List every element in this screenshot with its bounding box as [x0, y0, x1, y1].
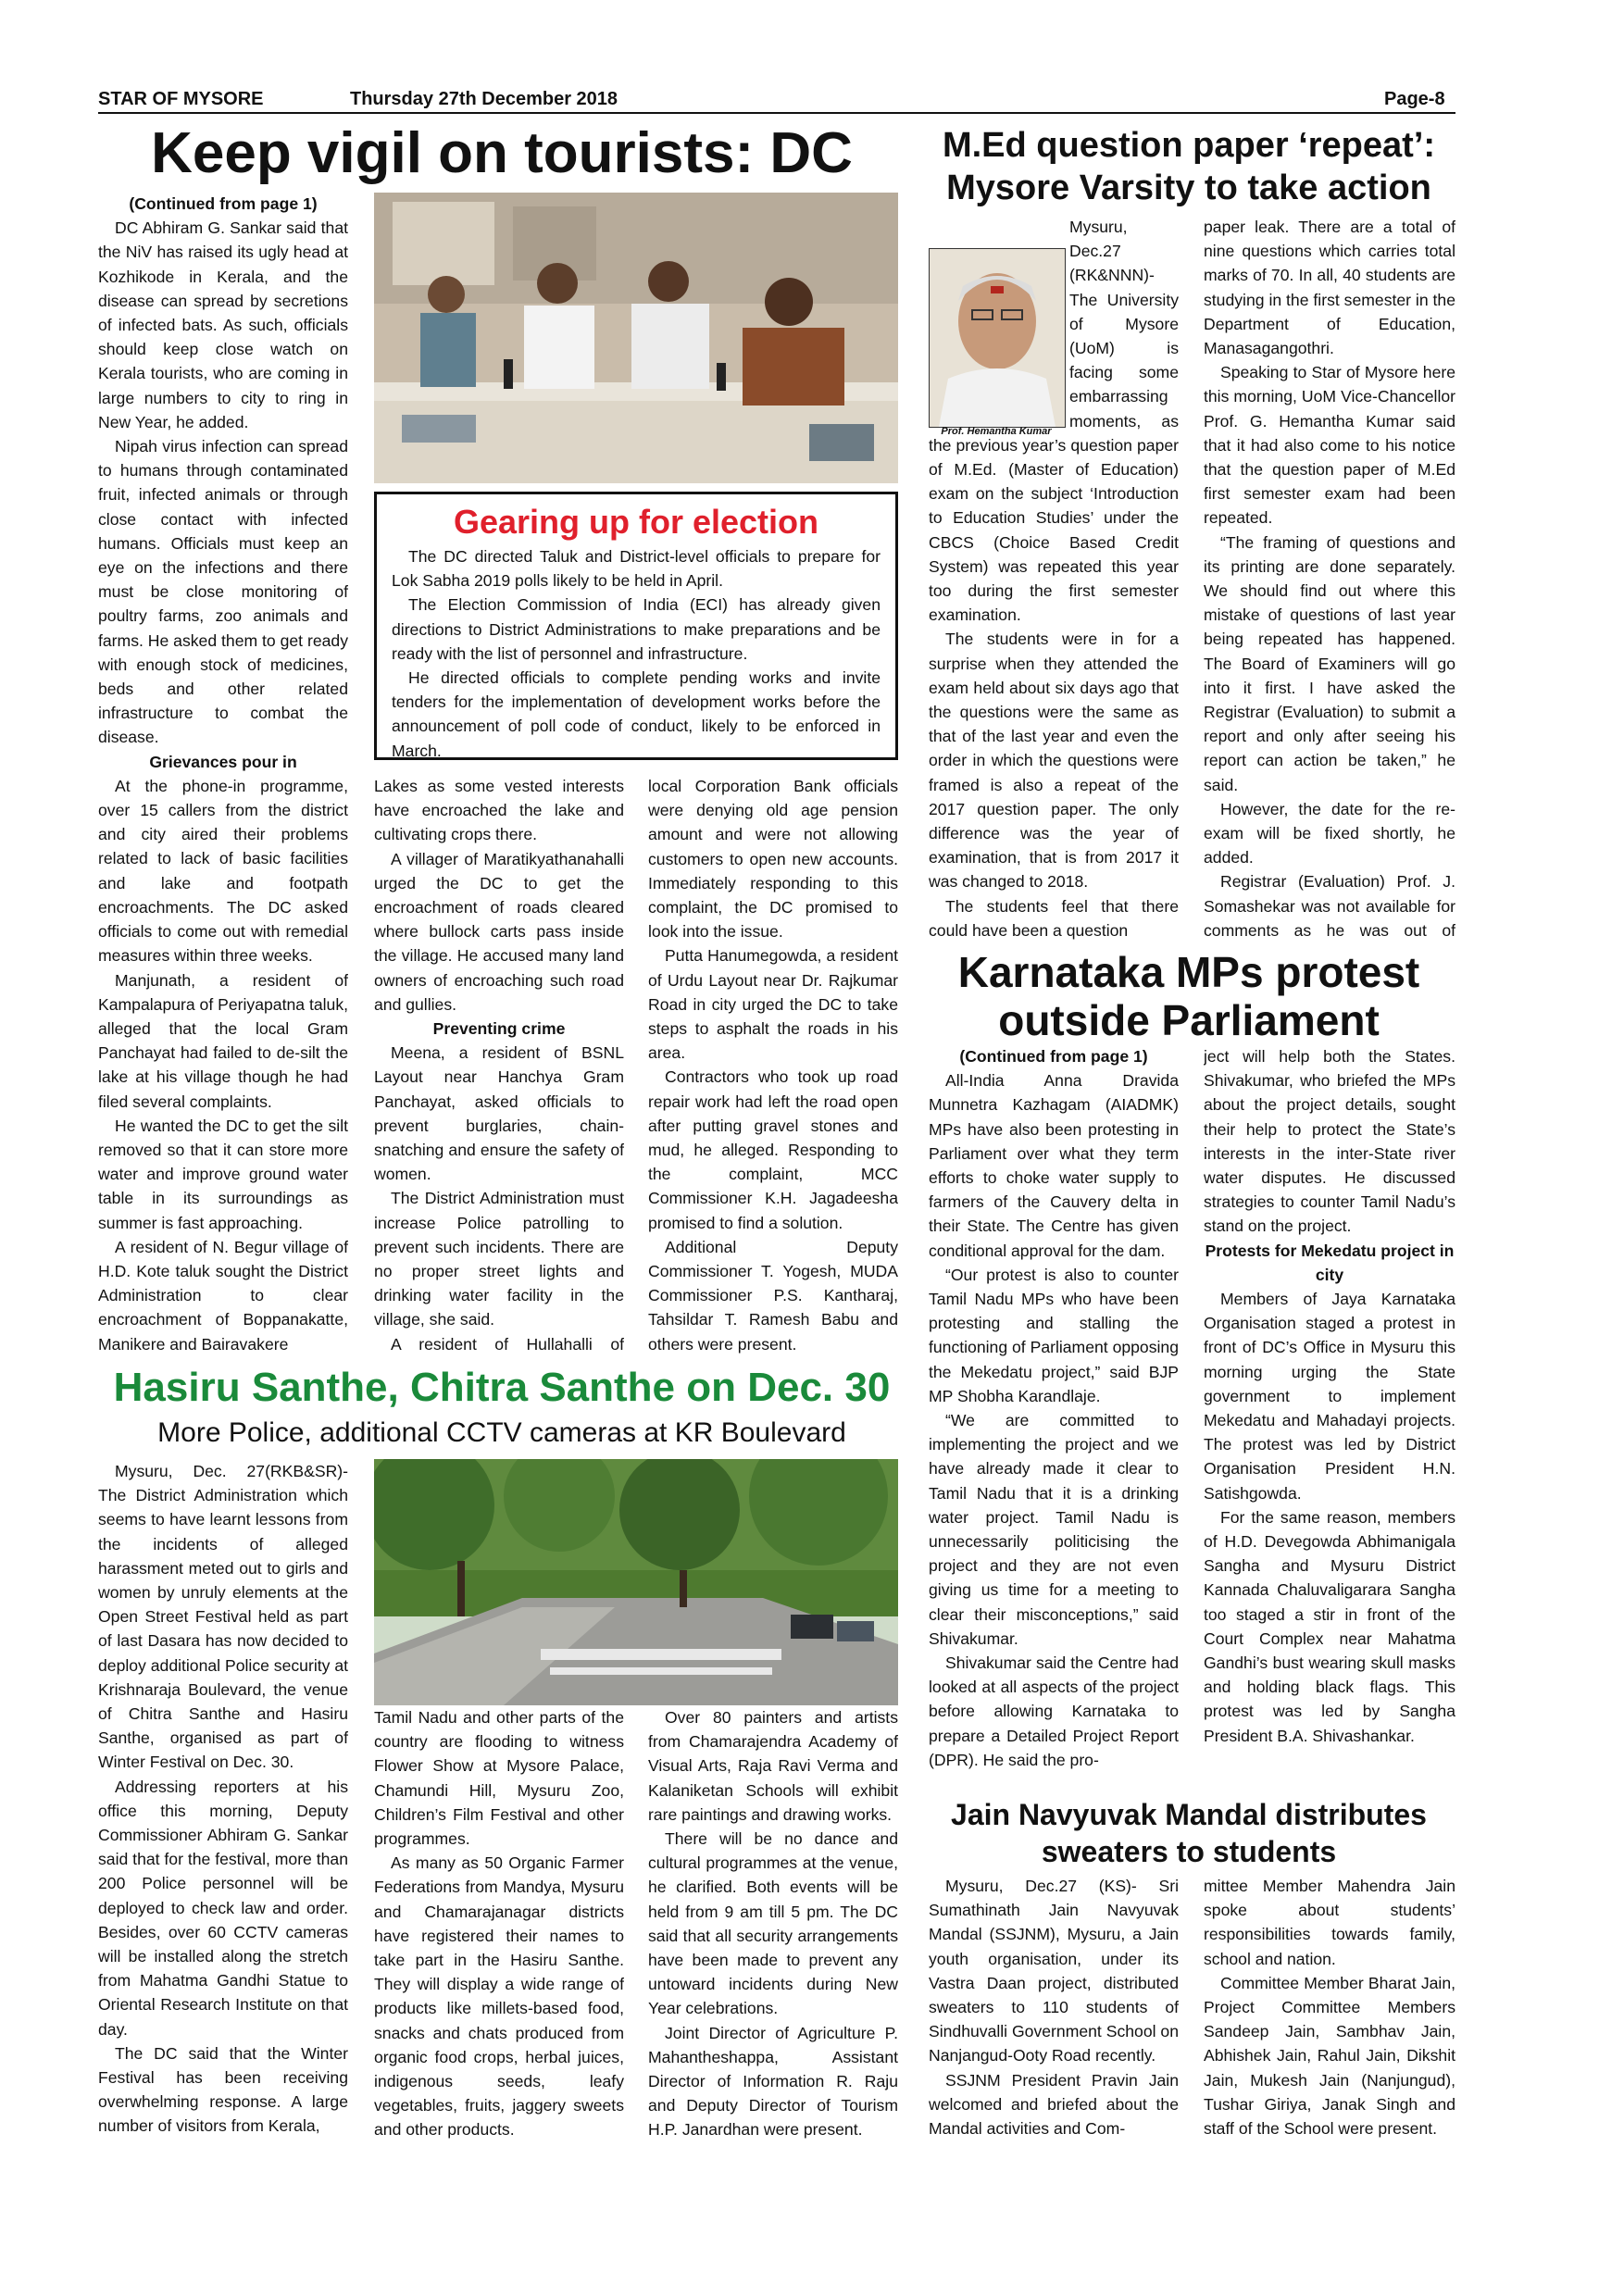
article1-subhead-grievances: Grievances pour in — [149, 752, 297, 771]
article1-column-2 — [374, 774, 624, 1360]
article5-col2-para: mittee Member Mahendra Jain spoke about students’ responsibilities towards family, school and nation. — [1204, 1877, 1455, 1968]
article4-column-1 — [98, 1459, 348, 2144]
article1-col3-para: Additional Deputy Commissioner T. Yogesh, MUDA Commissioner P.S. Kantharaj, Tahsildar T. Ramesh Babu and others were present. — [648, 1237, 898, 1354]
article5-column-2 — [1204, 1874, 1455, 2144]
article5-headline-line2: sweaters to students — [1041, 1835, 1337, 1868]
article1-col1-para: Nipah virus infection can spread to humans through contaminated fruit, infected animals or through close contact with infected humans. Officials must keep an eye on the infections and there must be close monitoring of poultry farms, zoo animals and farms. He asked them to get ready with enough stock of medicines, beds and other related infrastructure to combat the disease. — [98, 437, 348, 747]
article3-col2-para: Members of Jaya Karnataka Organisation staged a protest in front of DC’s Office in Mysuru this morning urging the State government to implement Mekedatu and Mahadayi projects. The protest was led by District Organisation President H.N. Satishgowda. — [1204, 1290, 1455, 1503]
article1-col2-para: Meena, a resident of BSNL Layout near Hanchya Gram Panchayat, asked officials to prevent burglaries, chain-snatching and ensure the safety of women. — [374, 1043, 624, 1184]
article4-subheadline: More Police, additional CCTV cameras at KR Boulevard — [157, 1417, 846, 1448]
article1-column-3 — [648, 774, 898, 1360]
article1-subhead-crime: Preventing crime — [432, 1019, 566, 1039]
article2-col2-para: Registrar (Evaluation) Prof. J. Somashekar was not available for comments as he was out of — [1204, 872, 1455, 940]
article1-continued-note: (Continued from page 1) — [129, 194, 318, 213]
article3-col2-para: ject will help both the States. Shivakumar, who briefed the MPs about the project details, sought their help to protect the State’s interests in the inter-State river water disputes. He discussed strategies to counter Tamil Nadu’s stand on the project. — [1204, 1047, 1455, 1236]
article3-subhead-protests: Protests for Mekedatu project in city — [1205, 1241, 1455, 1284]
article1-col2-para: A villager of Maratikyathanahalli urged the DC to get the encroachment of roads cleared where bullock carts pass inside the village. He accused many land owners of encroaching such road and gullies. — [374, 849, 624, 1014]
article5-column-1 — [929, 1874, 1179, 2144]
article4-headline: Hasiru Santhe, Chitra Santhe on Dec. 30 — [113, 1365, 891, 1410]
article5-col1-para: SSJNM President Pravin Jain welcomed and briefed about the Mandal activities and Com- — [929, 2070, 1179, 2139]
article2-col1-para: Mysuru, Dec.27 (RK&NNN)- The University of Mysore (UoM) is facing some embarrassing moments, as the previous year’s question paper of M.Ed. (Master of Education) exam on the subject ‘Introduction to Education Studies’ under the CBCS (Choice Based Credit System) was repeated this year too during the first semester examination. — [929, 218, 1179, 625]
election-box-para: The Election Commission of India (ECI) has already given directions to District Administrations to make preparations and be ready with the list of personnel and infrastructure. — [392, 595, 881, 663]
article3-headline-line1: Karnataka MPs protest — [957, 948, 1420, 996]
article1-col2-para: Lakes as some vested interests have encroached the lake and cultivating crops there. — [374, 777, 624, 844]
election-box-para: The DC directed Taluk and District-level officials to prepare for Lok Sabha 2019 polls likely to be held in April. — [392, 547, 881, 591]
article1-col1-para: A resident of N. Begur village of H.D. Kote taluk sought the District Administration to clear encroachment of Boppanakatte, Manikere and Bairavakere — [98, 1237, 348, 1354]
article2-headline-line1: M.Ed question paper ‘repeat’: — [942, 126, 1436, 165]
article4-col1-para: Mysuru, Dec. 27(RKB&SR)- The District Administration which seems to have learnt lessons from the incidents of alleged harassment meted out to girls and women by unruly elements at the Open Street Festival held as part of last Dasara has now decided to deploy additional Police security at Krishnaraja Boulevard, the venue of Chitra Santhe and Hasiru Santhe, organised as part of Winter Festival on Dec. 30. — [98, 1462, 348, 1772]
article2-column-1 — [929, 215, 1179, 946]
header-page-number: Page-8 — [1384, 89, 1445, 109]
article4-photo-kr-boulevard — [374, 1459, 898, 1705]
article4-col1-para: The DC said that the Winter Festival has been receiving overwhelming response. A large number of visitors from Kerala, — [98, 2043, 348, 2136]
article3-col1-para: Shivakumar said the Centre had looked at all aspects of the project before allowing Karnataka to prepare a Detailed Project Report (DPR). He said the pro- — [929, 1653, 1179, 1769]
article2-headline — [922, 124, 1455, 209]
article3-continued-note: (Continued from page 1) — [959, 1047, 1148, 1066]
article4-col3-para: Over 80 painters and artists from Chamarajendra Academy of Visual Arts, Raja Ravi Verma and Kalaniketan Schools will exhibit rare paintings and drawing works. — [648, 1708, 898, 1824]
article1-photo-officials — [374, 193, 898, 483]
article3-col1-para: All-India Anna Dravida Munnetra Kazhagam (AIADMK) MPs have also been protesting in Parliament over what they term efforts to choke water supply to farmers of the Cauvery delta in their State. The Centre has given conditional approval for the dam. — [929, 1071, 1179, 1260]
article2-col2-para: However, the date for the re-exam will be fixed shortly, he added. — [1204, 799, 1455, 867]
article4-col3-para: There will be no dance and cultural programmes at the venue, he clarified. Both events will be held from 9 am till 5 pm. The DC said that all security arrangements have been made to prevent any untoward incidents during New Year celebrations. — [648, 1829, 898, 2018]
article4-column-2 — [374, 1705, 624, 2144]
article1-col1-para: At the phone-in programme, over 15 callers from the district and city aired their problems related to lack of basic facilities and lake and footpath encroachments. The DC asked officials to come out with remedial measures within three weeks. — [98, 776, 348, 966]
election-box-para: He directed officials to complete pending works and invite tenders for the implementation of development works before the announcement of poll code of conduct, likely to be enforced in March. — [392, 668, 881, 760]
article1-col3-para: Contractors who took up road repair work had left the road open after putting gravel stones and mud, he alleged. Responding to the complaint, MCC Commissioner K.H. Jagadeesha promised to find a solution. — [648, 1067, 898, 1232]
article1-col1-para: Manjunath, a resident of Kampalapura of Periyapatna taluk, alleged that the local Gram Panchayat had failed to de-silt the lake at his village though he had filed several complaints. — [98, 970, 348, 1111]
article4-col1-para: Addressing reporters at his office this morning, Deputy Commissioner Abhiram G. Sankar said that for the festival, more than 200 Police personnel will be deployed to check law and order. Besides, over 60 CCTV cameras will be installed along the stretch from Mahatma Gandhi Statue to Oriental Research Institute on that day. — [98, 1777, 348, 2039]
article1-column-1 — [98, 192, 348, 1360]
article1-col2-para: A resident of Hullahalli of — [391, 1334, 624, 1354]
article2-headline-line2: Mysore Varsity to take action — [946, 168, 1431, 207]
article3-headline — [922, 948, 1455, 1044]
article1-col3-para: Putta Hanumegowda, a resident of Urdu Layout near Dr. Rajkumar Road in city urged the DC to take steps to asphalt the roads in his area. — [648, 946, 898, 1063]
article2-col1-para: The students feel that there could have been a question — [929, 896, 1179, 940]
article3-col1-para: “Our protest is also to counter Tamil Nadu MPs who have been protesting and stalling the functioning of Parliament opposing the Mekedatu project,” said BJP MP Shobha Karandlaje. — [929, 1265, 1179, 1405]
article1-headline: Keep vigil on tourists: DC — [151, 121, 853, 185]
article1-col3-para: local Corporation Bank officials were denying old age pension amount and were not allowing customers to open new accounts. Immediately responding to this complaint, the DC promised to look into the issue. — [648, 777, 898, 942]
article2-col2-para: Speaking to Star of Mysore here this morning, UoM Vice-Chancellor Prof. G. Hemantha Kumar said that it had also come to his notice that the question paper of M.Ed first semester exam had been repeated. — [1204, 363, 1455, 528]
article3-column-2 — [1204, 1044, 1455, 1791]
article1-col2-para: The District Administration must increase Police patrolling to prevent such incidents. There are no proper street lights and drinking water facility in the village, she said. — [374, 1189, 624, 1329]
article3-column-1 — [929, 1044, 1179, 1791]
article5-col1-para: Mysuru, Dec.27 (KS)- Sri Sumathinath Jain Navyuvak Mandal (SSJNM), Mysuru, a Jain youth organisation, under its Vastra Daan project, distributed sweaters to 110 students of Sindhuvalli Government School on Nanjangud-Ooty Road recently. — [929, 1877, 1179, 2065]
article2-column-2 — [1204, 215, 1455, 946]
election-sidebar-box — [374, 492, 898, 760]
article5-headline — [922, 1796, 1455, 1870]
article4-col2-para: Tamil Nadu and other parts of the country are flooding to witness Flower Show at Mysore Palace, Chamundi Hill, Mysuru Zoo, Children’s Film Festival and other programmes. — [374, 1708, 624, 1849]
article2-col2-para: “The framing of questions and its printing are done separately. We should find out where this mistake of questions of last year being repeated has happened. The Board of Examiners will go into it first. I have asked the Registrar (Evaluation) to submit a report and only after seeing his report can action be taken,” he said. — [1204, 532, 1455, 794]
article3-headline-line2: outside Parliament — [998, 996, 1380, 1044]
article4-col3-para: Joint Director of Agriculture P. Mahantheshappa, Assistant Director of Information R. Raju and Deputy Director of Tourism H.P. Janardhan were present. — [648, 2023, 898, 2140]
article3-col2-para: For the same reason, members of H.D. Devegowda Abhimanigala Sangha and Mysuru District Kannada Chaluvaligarara Sangha too staged a stir in front of the Court Complex near Mahatma Gandhi’s bust wearing skull masks and holding black flags. This protest was led by Sangha President B.A. Shivashankar. — [1204, 1507, 1455, 1745]
election-box-title: Gearing up for election — [453, 503, 819, 541]
header-paper-name: STAR OF MYSORE — [98, 89, 264, 109]
article2-col2-para: paper leak. There are a total of nine questions which carries total marks of 70. In all, 40 students are studying in the first semester in the Department of Education, Manasagangothri. — [1204, 218, 1455, 358]
article5-headline-line1: Jain Navyuvak Mandal distributes — [951, 1798, 1427, 1831]
article4-column-3 — [648, 1705, 898, 2144]
article1-col1-para: He wanted the DC to get the silt removed so that it can store more water and improve ground water table in its surroundings as summer is fast approaching. — [98, 1116, 348, 1232]
header-date: Thursday 27th December 2018 — [350, 89, 618, 109]
article3-col1-para: “We are committed to implementing the project and we have already made it clear to Tamil Nadu that it is a drinking water project. Tamil Nadu is unnecessarily politicising the project and they are not even giving us time for a meeting to clear their misconceptions,” said Shivakumar. — [929, 1411, 1179, 1648]
article2-col1-para: The students were in for a surprise when they attended the exam held about six days ago that the questions were the same as that of the last year and even the order in which the questions were framed is also a repeat of the 2017 question paper. The only difference was the year of examination, that is from 2017 it was changed to 2018. — [929, 630, 1179, 892]
header-rule — [98, 112, 1455, 114]
article2-photo-caption: Prof. Hemantha Kumar — [941, 426, 1052, 437]
article1-col1-para: DC Abhiram G. Sankar said that the NiV has raised its ugly head at Kozhikode in Kerala, and the disease can spread by secretions of infected bats. As such, officials should keep close watch on Kerala tourists, who are coming in large numbers to city to ring in New Year, he added. — [98, 218, 348, 431]
article4-col2-para: As many as 50 Organic Farmer Federations from Mandya, Mysuru and Chamarajanagar districts have registered their names to take part in the Hasiru Santhe. They will display a wide range of products like millets-based food, snacks and chats produced from organic food crops, herbal juices, indigenous seeds, leafy vegetables, fruits, jaggery sweets and other products. — [374, 1853, 624, 2140]
portrait-wrap-space — [929, 215, 1069, 431]
article5-col2-para: Committee Member Bharat Jain, Project Committee Members Sandeep Jain, Sambhav Jain, Abhishek Jain, Rahul Jain, Dikshit Jain, Mukesh Jain (Nanjungud), Tushar Giriya, Janak Singh and staff of the School were present. — [1204, 1973, 1455, 2139]
